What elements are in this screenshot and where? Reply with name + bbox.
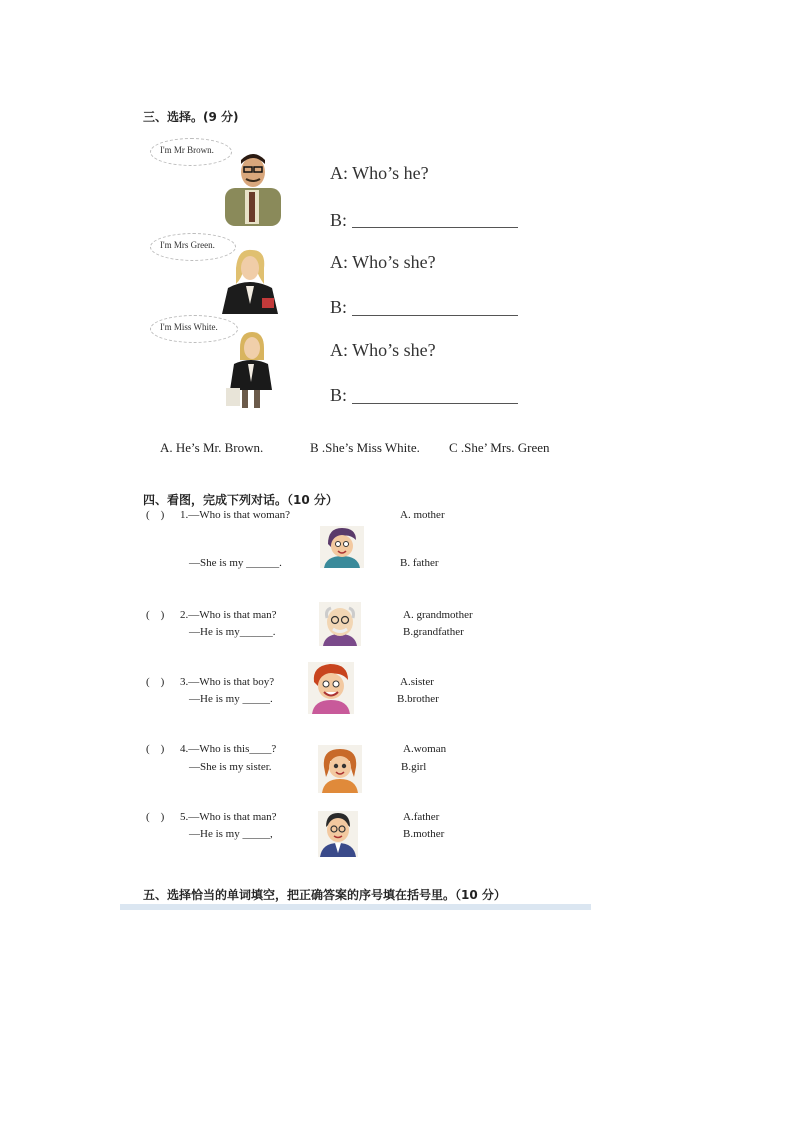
answer-bracket[interactable]: ( ) [146, 676, 165, 688]
answer-1-prefix: B: [330, 210, 348, 230]
answer-3-blank[interactable] [352, 403, 518, 404]
answer-1-blank[interactable] [352, 227, 518, 228]
answer-bracket[interactable]: ( ) [146, 743, 165, 755]
row5-question: 5.—Who is that man? [180, 811, 277, 823]
woman-cartoon-illustration [320, 526, 364, 568]
row1-option-a: A. mother [400, 509, 445, 521]
divider-bar [120, 904, 591, 910]
grandfather-cartoon-illustration [319, 602, 361, 646]
question-2: A: Who’s she? [330, 252, 436, 272]
row4-option-b: B.girl [401, 761, 427, 773]
row5-option-b: B.mother [403, 828, 445, 840]
mrs-green-illustration [218, 246, 282, 314]
bubble-text: I'm Miss White. [160, 322, 218, 332]
section5-title: 五、选择恰当的单词填空，把正确答案的序号填在括号里。（10 分） [143, 888, 506, 902]
answer-bracket[interactable]: ( ) [146, 811, 165, 823]
row4-answer: —She is my sister. [189, 761, 272, 773]
girl-cartoon-illustration [318, 745, 362, 793]
question-3: A: Who’s she? [330, 340, 436, 360]
row2-question: 2.—Who is that man? [180, 609, 277, 621]
row4-option-a: A.woman [403, 743, 447, 755]
row5-answer: —He is my _____, [189, 828, 273, 840]
answer-2-blank[interactable] [352, 315, 518, 316]
answer-2-prefix: B: [330, 297, 348, 317]
miss-white-illustration [222, 330, 280, 410]
row2-option-a: A. grandmother [403, 609, 473, 621]
answer-3-prefix: B: [330, 385, 348, 405]
option-c: C .She’ Mrs. Green [449, 440, 550, 455]
bubble-text: I'm Mr Brown. [160, 145, 214, 155]
row3-option-b: B.brother [397, 693, 439, 705]
row3-answer: —He is my _____. [189, 693, 273, 705]
boy-cartoon-illustration [308, 662, 354, 714]
row1-option-b: B. father [400, 557, 439, 569]
row3-option-a: A.sister [400, 676, 434, 688]
man-cartoon-illustration [318, 811, 358, 857]
bubble-text: I'm Mrs Green. [160, 240, 215, 250]
answer-bracket[interactable]: ( ) [146, 509, 165, 521]
question-1: A: Who’s he? [330, 163, 429, 183]
row1-question: 1.—Who is that woman? [180, 509, 290, 521]
answer-bracket[interactable]: ( ) [146, 609, 165, 621]
row4-question: 4.—Who is this____? [180, 743, 277, 755]
row3-question: 3.—Who is that boy? [180, 676, 275, 688]
row5-option-a: A.father [403, 811, 440, 823]
section4-title: 四、看图，完成下列对话。（10 分） [143, 493, 338, 507]
section3-title: 三、选择。(9 分) [143, 110, 239, 124]
row2-option-b: B.grandfather [403, 626, 464, 638]
option-a: A. He’s Mr. Brown. [160, 440, 264, 455]
mr-brown-illustration [215, 152, 287, 226]
row1-answer: —She is my ______. [189, 557, 282, 569]
option-b: B .She’s Miss White. [310, 440, 420, 455]
row2-answer: —He is my______. [189, 626, 276, 638]
